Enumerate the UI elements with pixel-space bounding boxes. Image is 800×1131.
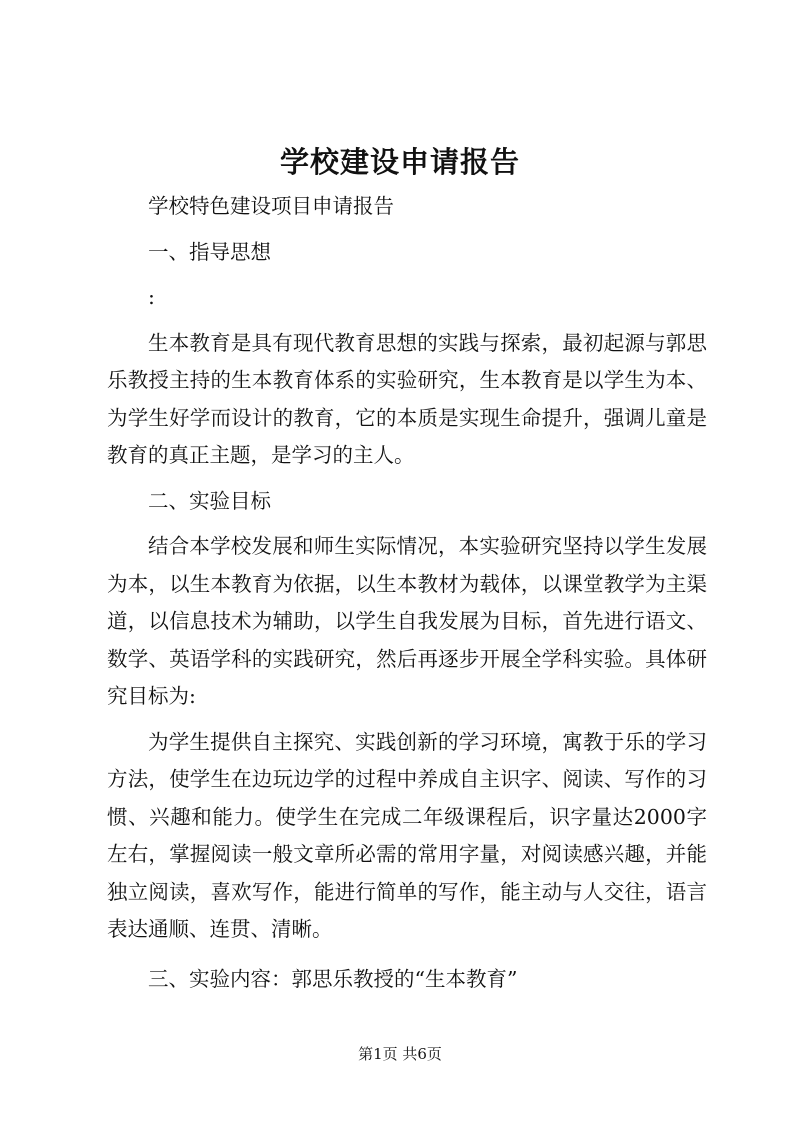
paragraph-goals: 结合本学校发展和师生实际情况，本实验研究坚持以学生发展为本，以生本教育为依据，以生本教材为载体，以课堂教学为主渠道，以信息技术为辅助，以学生自我发展为目标，首先进行语文、数学、英语学科的实践研究，然后再逐步开展全学科实验。具体研究目标为:	[107, 534, 707, 708]
subtitle-paragraph: 学校特色建设项目申请报告	[148, 194, 394, 218]
page-footer: 第1页 共6页	[358, 1045, 442, 1063]
paragraph-intro: 生本教育是具有现代教育思想的实践与探索，最初起源与郭思乐教授主持的生本教育体系的实验研究，生本教育是以学生为本、为学生好学而设计的教育，它的本质是实现生命提升，强调儿童是教育的真正主题，是学习的主人。	[107, 330, 707, 467]
section-heading-experiment-goals: 二、实验目标	[148, 488, 271, 513]
colon-line: :	[148, 285, 155, 309]
section-heading-experiment-content: 三、实验内容：郭思乐教授的“生本教育”	[148, 966, 518, 991]
document-title: 学校建设申请报告	[279, 145, 520, 179]
paragraph-learning-environment: 为学生提供自主探究、实践创新的学习环境，寓教于乐的学习方法，使学生在边玩边学的过程中养成自主识字、阅读、写作的习惯、兴趣和能力。使学生在完成二年级课程后，识字量达2000字左右，掌握阅读一般文章所必需的常用字量，对阅读感兴趣，并能独立阅读，喜欢写作，能进行简单的写作，能主动与人交往，语言表达通顺、连贯、清晰。	[107, 729, 707, 941]
document-body	[107, 188, 707, 998]
section-heading-guiding-ideology: 一、指导思想	[148, 239, 271, 264]
